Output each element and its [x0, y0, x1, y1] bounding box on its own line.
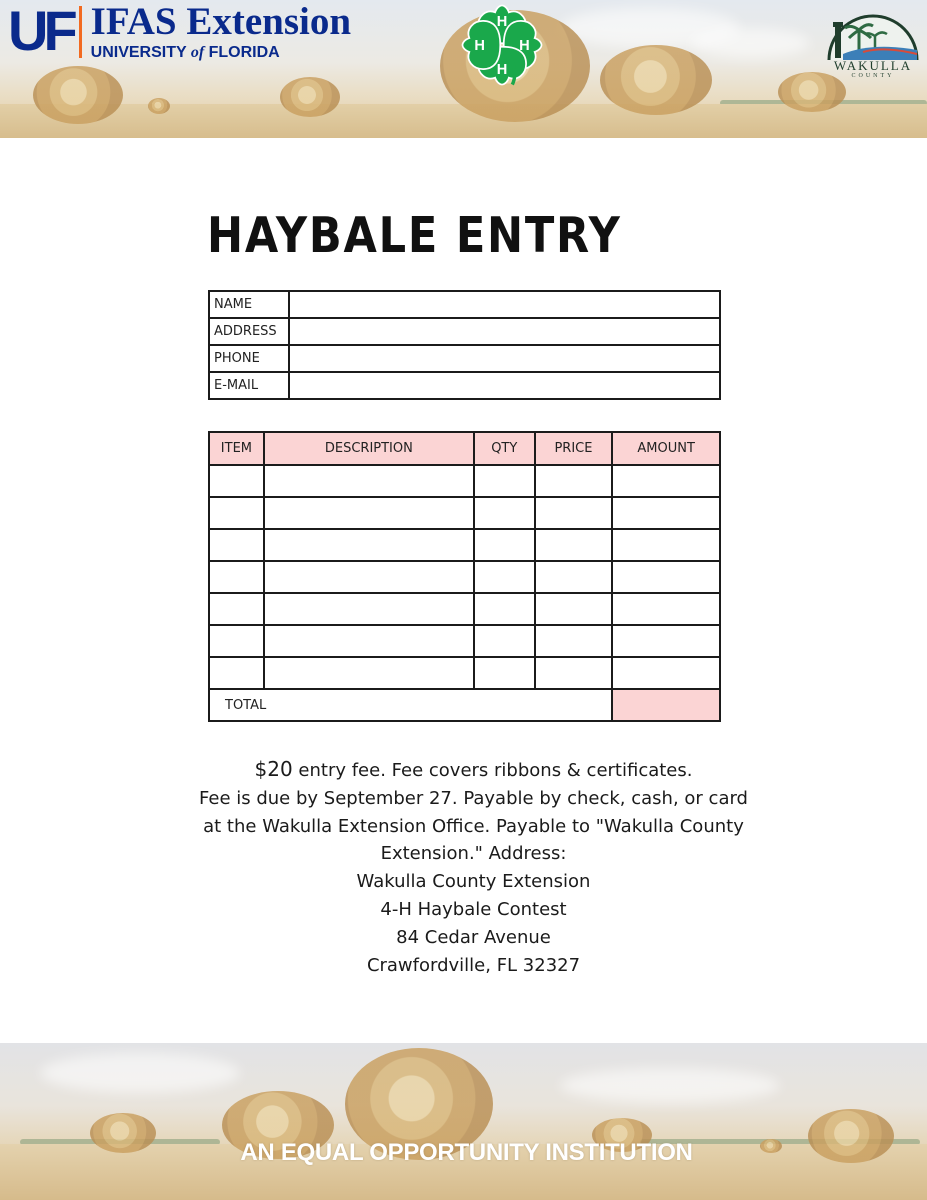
price-cell[interactable]: [535, 465, 613, 497]
uf-title: IFAS Extension: [90, 0, 352, 43]
address-line: Wakulla County Extension: [356, 871, 591, 893]
fee-info: [160, 756, 787, 979]
amount-cell[interactable]: [612, 497, 720, 529]
amount-cell[interactable]: [612, 593, 720, 625]
contact-row-name: [209, 291, 720, 318]
contact-label: ADDRESS: [209, 318, 289, 345]
table-row: [209, 561, 720, 593]
price-cell[interactable]: [535, 593, 613, 625]
uf-ifas-logo: [8, 2, 351, 62]
uf-mark: UF: [8, 0, 73, 62]
column-header-price: PRICE: [535, 432, 613, 465]
description-cell[interactable]: [264, 657, 474, 689]
hay-bale: [33, 66, 123, 124]
item-cell[interactable]: [209, 657, 264, 689]
contact-label: E-MAIL: [209, 372, 289, 399]
hay-bale: [600, 45, 712, 115]
table-row: [209, 497, 720, 529]
contact-label: PHONE: [209, 345, 289, 372]
contact-label: NAME: [209, 291, 289, 318]
item-cell[interactable]: [209, 593, 264, 625]
fee-line: [160, 756, 787, 785]
name-field[interactable]: [289, 291, 720, 318]
due-date-line: Fee is due by September 27. Payable by check, cash, or card: [199, 787, 748, 809]
item-cell[interactable]: [209, 625, 264, 657]
4-h-clover-icon: [459, 2, 545, 88]
amount-cell[interactable]: [612, 561, 720, 593]
price-cell[interactable]: [535, 657, 613, 689]
svg-text:H: H: [474, 38, 485, 55]
item-cell[interactable]: [209, 561, 264, 593]
footer-banner: [0, 1043, 927, 1200]
item-cell[interactable]: [209, 465, 264, 497]
description-cell[interactable]: [264, 593, 474, 625]
address-heading: Extension." Address:: [380, 843, 567, 865]
address-line: 84 Cedar Avenue: [396, 926, 551, 948]
price-cell[interactable]: [535, 625, 613, 657]
table-row: [209, 657, 720, 689]
item-cell[interactable]: [209, 529, 264, 561]
fee-amount: $20: [254, 757, 293, 781]
table-row: [209, 529, 720, 561]
payable-line: at the Wakulla Extension Office. Payable to "Wakulla County: [203, 815, 744, 837]
description-cell[interactable]: [264, 625, 474, 657]
hay-bale: [280, 77, 340, 117]
table-row: [209, 625, 720, 657]
address-line: Crawfordville, FL 32327: [366, 954, 581, 976]
description-cell[interactable]: [264, 497, 474, 529]
hay-bale: [148, 98, 170, 114]
column-header-amount: AMOUNT: [612, 432, 720, 465]
amount-cell[interactable]: [612, 465, 720, 497]
equal-opportunity-statement: AN EQUAL OPPORTUNITY INSTITUTION: [240, 1139, 693, 1166]
description-cell[interactable]: [264, 465, 474, 497]
total-label: TOTAL: [209, 689, 612, 721]
contact-info-table: [208, 290, 721, 400]
amount-cell[interactable]: [612, 625, 720, 657]
items-header-row: [209, 432, 720, 465]
price-cell[interactable]: [535, 529, 613, 561]
column-header-description: DESCRIPTION: [264, 432, 474, 465]
phone-field[interactable]: [289, 345, 720, 372]
qty-cell[interactable]: [474, 561, 535, 593]
contact-row-address: [209, 318, 720, 345]
total-amount-field[interactable]: [612, 689, 720, 721]
table-row: [209, 593, 720, 625]
qty-cell[interactable]: [474, 497, 535, 529]
svg-text:H: H: [519, 38, 530, 55]
amount-cell[interactable]: [612, 529, 720, 561]
svg-text:H: H: [496, 14, 508, 31]
uf-subtitle: UNIVERSITY of FLORIDA: [90, 44, 280, 61]
wakulla-county-word: COUNTY: [851, 73, 895, 79]
price-cell[interactable]: [535, 561, 613, 593]
column-header-qty: QTY: [474, 432, 535, 465]
item-cell[interactable]: [209, 497, 264, 529]
email-field[interactable]: [289, 372, 720, 399]
qty-cell[interactable]: [474, 625, 535, 657]
svg-text:H: H: [496, 62, 508, 79]
address-field[interactable]: [289, 318, 720, 345]
amount-cell[interactable]: [612, 657, 720, 689]
fee-description: entry fee. Fee covers ribbons & certificates.: [292, 760, 693, 781]
description-cell[interactable]: [264, 529, 474, 561]
items-table: [208, 431, 721, 722]
price-cell[interactable]: [535, 497, 613, 529]
contact-row-phone: [209, 345, 720, 372]
logo-divider: [79, 6, 82, 58]
qty-cell[interactable]: [474, 529, 535, 561]
page-title: HAYBALE ENTRY: [207, 207, 622, 264]
wakulla-word: WAKULLA: [833, 58, 913, 73]
total-row: [209, 689, 720, 721]
column-header-item: ITEM: [209, 432, 264, 465]
description-cell[interactable]: [264, 561, 474, 593]
contact-row-email: [209, 372, 720, 399]
qty-cell[interactable]: [474, 593, 535, 625]
address-line: 4-H Haybale Contest: [380, 898, 567, 920]
qty-cell[interactable]: [474, 657, 535, 689]
table-row: [209, 465, 720, 497]
qty-cell[interactable]: [474, 465, 535, 497]
